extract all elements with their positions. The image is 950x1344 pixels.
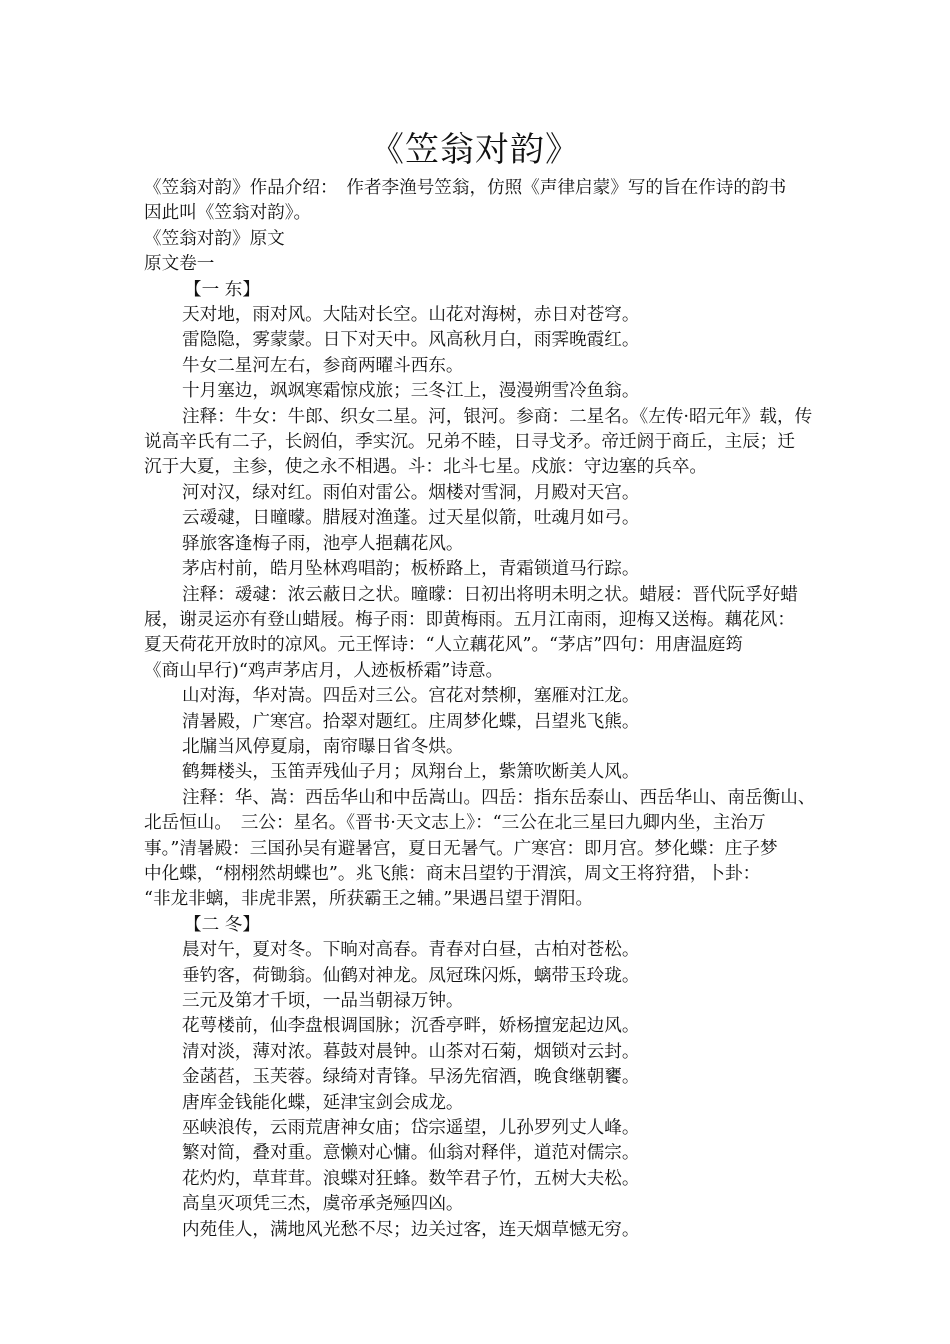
text-line: 注释：叆叇：浓云蔽日之状。曈曚：日初出将明未明之状。蜡屐：晋代阮孚好蜡: [182, 584, 798, 605]
text-line: 北牖当风停夏扇，南帘曝日省冬烘。: [182, 736, 464, 757]
text-line: 花灼灼，草茸茸。浪蝶对狂蜂。数竿君子竹，五树大夫松。: [182, 1168, 640, 1189]
text-line: 夏天荷花开放时的凉风。元王恽诗：“人立藕花风”。“茅店”四句：用唐温庭筠: [144, 635, 743, 656]
text-line: 鹤舞楼头，玉笛弄残仙子月；凤翔台上，紫箫吹断美人风。: [182, 762, 640, 783]
text-line: 茅店村前，皓月坠林鸡唱韵；板桥路上，青霜锁道马行踪。: [182, 559, 640, 580]
text-line: 雷隐隐，雾蒙蒙。日下对天中。风高秋月白，雨霁晚霞红。: [182, 330, 640, 351]
text-line: 说高辛氏有二子，长阏伯，季实沉。兄弟不睦，日寻戈矛。帝迁阏于商丘，主辰；迁: [144, 432, 795, 453]
text-line: 中化蝶，“栩栩然胡蝶也”。兆飞熊：商末吕望钓于渭滨，周文王将狩猎，卜卦：: [144, 863, 761, 884]
text-line: 《商山早行)“鸡声茅店月，人迹板桥霜”诗意。: [144, 660, 504, 681]
section-heading: 【二 冬】: [184, 914, 260, 935]
section-heading: 【一 东】: [184, 279, 260, 300]
page-title: 《笠翁对韵》: [370, 130, 580, 170]
text-line: 繁对简，叠对重。意懒对心慵。仙翁对释伴，道范对儒宗。: [182, 1143, 640, 1164]
text-line: 山对海，华对嵩。四岳对三公。宫花对禁柳，塞雁对江龙。: [182, 686, 640, 707]
text-line: 《笠翁对韵》原文: [144, 228, 285, 249]
text-line: “非龙非螭，非虎非罴，所获霸王之辅。”果遇吕望于渭阳。: [144, 889, 594, 910]
text-line: 晨对午，夏对冬。下晌对高春。青春对白昼，古柏对苍松。: [182, 940, 640, 961]
text-line: 驿旅客逢梅子雨，池亭人挹藕花风。: [182, 533, 464, 554]
text-line: 河对汉，绿对红。雨伯对雷公。烟楼对雪洞，月殿对天宫。: [182, 482, 640, 503]
text-line: 因此叫《笠翁对韵》。: [144, 203, 312, 224]
text-line: 内苑佳人，满地风光愁不尽；边关过客，连天烟草憾无穷。: [182, 1219, 640, 1240]
text-line: 清暑殿，广寒宫。拾翠对题红。庄周梦化蝶，吕望兆飞熊。: [182, 711, 640, 732]
text-line: 巫峡浪传，云雨荒唐神女庙；岱宗遥望，儿孙罗列丈人峰。: [182, 1118, 640, 1139]
text-line: 花萼楼前，仙李盘根调国脉；沉香亭畔，娇杨擅宠起边风。: [182, 1016, 640, 1037]
text-line: 沉于大夏，主参，使之永不相遇。斗：北斗七星。戍旅：守边塞的兵卒。: [144, 457, 708, 478]
text-line: 屐，谢灵运亦有登山蜡屐。梅子雨：即黄梅雨。五月江南雨，迎梅又送梅。藕花风：: [144, 609, 795, 630]
text-line: 事。”清暑殿：三国孙吴有避暑宫，夏日无暑气。广寒宫：即月宫。梦化蝶：庄子梦: [144, 838, 778, 859]
text-line: 天对地，雨对风。大陆对长空。山花对海树，赤日对苍穹。: [182, 305, 640, 326]
text-line: 原文卷一: [144, 254, 215, 275]
text-line: 清对淡，薄对浓。暮鼓对晨钟。山茶对石菊，烟锁对云封。: [182, 1041, 640, 1062]
text-line: 金菡萏，玉芙蓉。绿绮对青锋。早汤先宿酒，晚食继朝饔。: [182, 1067, 640, 1088]
text-line: 注释：牛女：牛郎、织女二星。河，银河。参商：二星名。《左传·昭元年》载，传: [182, 406, 813, 427]
text-line: 北岳恒山。 三公：星名。《晋书·天文志上》：“三公在北三星曰九卿内坐，主治万: [144, 813, 766, 834]
text-line: 垂钓客，荷锄翁。仙鹤对神龙。凤冠珠闪烁，螭带玉玲珑。: [182, 965, 640, 986]
text-line: 高皇灭项凭三杰，虞帝承尧殛四凶。: [182, 1194, 464, 1215]
text-line: 注释：华、嵩：西岳华山和中岳嵩山。四岳：指东岳泰山、西岳华山、南岳衡山、: [182, 787, 816, 808]
text-line: 十月塞边，飒飒寒霜惊戍旅；三冬江上，漫漫朔雪冷鱼翁。: [182, 381, 640, 402]
text-line: 唐库金钱能化蝶，延津宝剑会成龙。: [182, 1092, 464, 1113]
text-line: 牛女二星河左右，参商两曜斗西东。: [182, 355, 464, 376]
document-body: [144, 176, 814, 1243]
text-line: 云叆叇，日曈曚。腊屐对渔蓬。过天星似箭，吐魂月如弓。: [182, 508, 640, 529]
text-line: 《笠翁对韵》作品介绍： 作者李渔号笠翁，仿照《声律启蒙》写的旨在作诗的韵书: [144, 178, 787, 198]
text-line: 三元及第才千顷，一品当朝禄万钟。: [182, 991, 464, 1011]
